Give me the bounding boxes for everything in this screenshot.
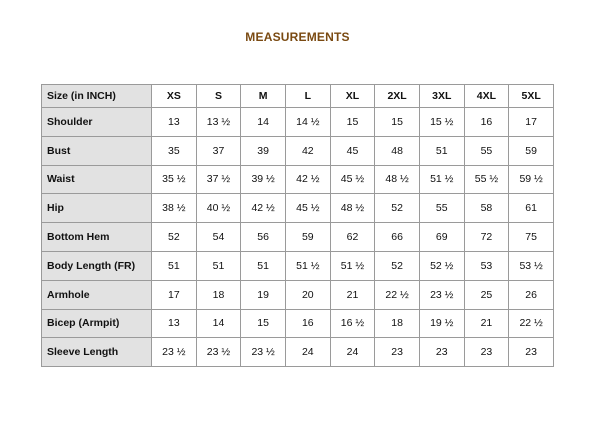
table-cell: 25 (464, 280, 509, 309)
table-cell: 62 (330, 223, 375, 252)
table-cell: 40 ½ (196, 194, 241, 223)
table-cell: 13 (152, 108, 197, 137)
table-cell: 42 ½ (285, 165, 330, 194)
table-cell: 23 ½ (419, 280, 464, 309)
size-header: 2XL (375, 85, 420, 108)
table-cell: 23 ½ (241, 338, 286, 367)
table-cell: 38 ½ (152, 194, 197, 223)
table-cell: 13 ½ (196, 108, 241, 137)
table-cell: 42 ½ (241, 194, 286, 223)
table-cell: 17 (509, 108, 554, 137)
table-cell: 48 ½ (330, 194, 375, 223)
table-cell: 51 (196, 251, 241, 280)
table-row (42, 223, 554, 252)
table-cell: 55 (419, 194, 464, 223)
row-label: Hip (42, 194, 152, 223)
table-cell: 39 ½ (241, 165, 286, 194)
row-label: Bottom Hem (42, 223, 152, 252)
size-header: 3XL (419, 85, 464, 108)
table-cell: 48 ½ (375, 165, 420, 194)
table-cell: 16 ½ (330, 309, 375, 338)
table-cell: 55 (464, 136, 509, 165)
table-row (42, 136, 554, 165)
header-row (42, 85, 554, 108)
table-cell: 58 (464, 194, 509, 223)
table-cell: 54 (196, 223, 241, 252)
size-header: S (196, 85, 241, 108)
table-cell: 22 ½ (375, 280, 420, 309)
table-cell: 42 (285, 136, 330, 165)
table-row (42, 251, 554, 280)
table-cell: 72 (464, 223, 509, 252)
table-cell: 23 ½ (196, 338, 241, 367)
row-label: Bicep (Armpit) (42, 309, 152, 338)
table-cell: 51 ½ (330, 251, 375, 280)
size-header: 5XL (509, 85, 554, 108)
table-cell: 52 (375, 194, 420, 223)
table-cell: 26 (509, 280, 554, 309)
table-cell: 66 (375, 223, 420, 252)
table-cell: 13 (152, 309, 197, 338)
table-cell: 17 (152, 280, 197, 309)
table-cell: 61 (509, 194, 554, 223)
table-cell: 52 ½ (419, 251, 464, 280)
table-cell: 23 (464, 338, 509, 367)
table-cell: 15 (375, 108, 420, 137)
table-cell: 22 ½ (509, 309, 554, 338)
table-cell: 55 ½ (464, 165, 509, 194)
table-cell: 52 (152, 223, 197, 252)
table-cell: 23 (375, 338, 420, 367)
row-label: Bust (42, 136, 152, 165)
table-cell: 51 (152, 251, 197, 280)
table-cell: 51 ½ (285, 251, 330, 280)
table-cell: 14 (196, 309, 241, 338)
table-cell: 23 (419, 338, 464, 367)
table-cell: 24 (285, 338, 330, 367)
table-cell: 59 (509, 136, 554, 165)
page-title: MEASUREMENTS (245, 30, 350, 44)
table-row (42, 108, 554, 137)
row-label: Armhole (42, 280, 152, 309)
table-cell: 56 (241, 223, 286, 252)
row-label: Shoulder (42, 108, 152, 137)
table-cell: 15 (330, 108, 375, 137)
table-cell: 14 ½ (285, 108, 330, 137)
table-cell: 19 (241, 280, 286, 309)
size-header: 4XL (464, 85, 509, 108)
row-label: Waist (42, 165, 152, 194)
size-header: L (285, 85, 330, 108)
measurements-table (41, 84, 554, 367)
table-cell: 59 (285, 223, 330, 252)
size-unit-header: Size (in INCH) (42, 85, 152, 108)
table-cell: 15 ½ (419, 108, 464, 137)
table-cell: 39 (241, 136, 286, 165)
table-cell: 51 ½ (419, 165, 464, 194)
table-cell: 35 (152, 136, 197, 165)
row-label: Sleeve Length (42, 338, 152, 367)
size-header: XL (330, 85, 375, 108)
table-cell: 35 ½ (152, 165, 197, 194)
table-cell: 45 (330, 136, 375, 165)
table-cell: 24 (330, 338, 375, 367)
table-cell: 23 (509, 338, 554, 367)
table-cell: 21 (330, 280, 375, 309)
table-cell: 52 (375, 251, 420, 280)
size-header: M (241, 85, 286, 108)
table-row (42, 280, 554, 309)
table-cell: 23 ½ (152, 338, 197, 367)
size-header: XS (152, 85, 197, 108)
table-cell: 18 (196, 280, 241, 309)
table-cell: 15 (241, 309, 286, 338)
table-cell: 21 (464, 309, 509, 338)
table-row (42, 309, 554, 338)
table-cell: 20 (285, 280, 330, 309)
table-cell: 18 (375, 309, 420, 338)
table-cell: 16 (464, 108, 509, 137)
table-cell: 16 (285, 309, 330, 338)
row-label: Body Length (FR) (42, 251, 152, 280)
table-cell: 51 (241, 251, 286, 280)
table-cell: 53 (464, 251, 509, 280)
table-cell: 75 (509, 223, 554, 252)
table-cell: 48 (375, 136, 420, 165)
table-cell: 45 ½ (330, 165, 375, 194)
table-cell: 37 ½ (196, 165, 241, 194)
table-cell: 14 (241, 108, 286, 137)
table-row (42, 165, 554, 194)
table-cell: 53 ½ (509, 251, 554, 280)
table-cell: 45 ½ (285, 194, 330, 223)
table-cell: 19 ½ (419, 309, 464, 338)
table-cell: 51 (419, 136, 464, 165)
table-row (42, 194, 554, 223)
table-cell: 59 ½ (509, 165, 554, 194)
table-cell: 37 (196, 136, 241, 165)
table-cell: 69 (419, 223, 464, 252)
table-row (42, 338, 554, 367)
